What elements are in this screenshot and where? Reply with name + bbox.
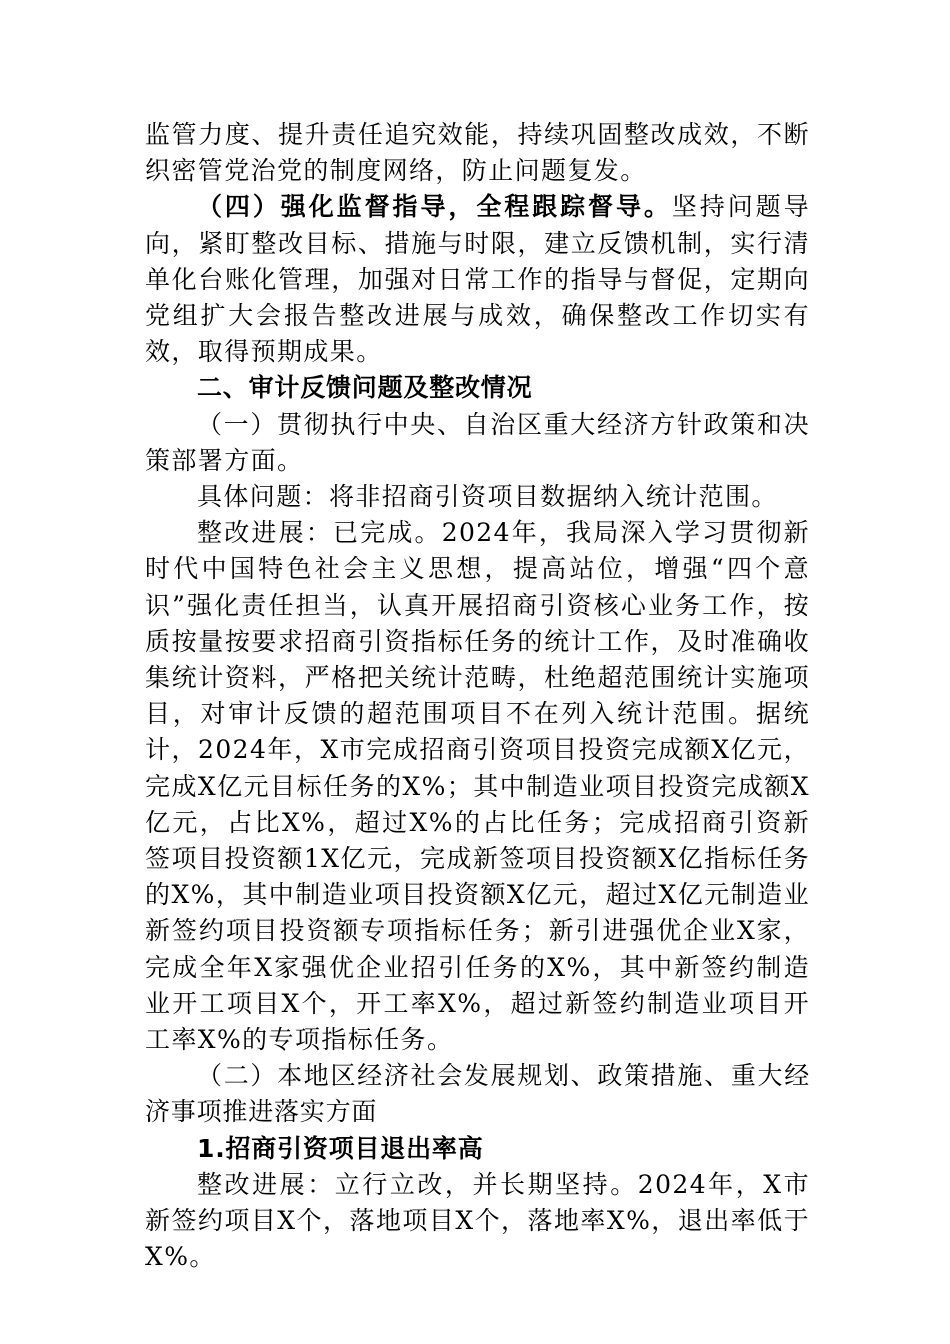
paragraph-supervision: [145, 189, 810, 370]
section-heading-audit-feedback: 二、审计反馈问题及整改情况: [197, 373, 533, 403]
subsection-heading-development: （二）本地区经济社会发展规划、政策措施、重大经济事项推进落实方面: [145, 1061, 810, 1127]
item-heading-exit-rate: 1.招商引资项目退出率高: [197, 1133, 484, 1163]
rectification-progress-2: 整改进展：立行立改，并长期坚持。2024年，X市新签约项目X个，落地项目X个，落地率X%，退出率低于X%。: [145, 1169, 810, 1272]
specific-issue: 具体问题：将非招商引资项目数据纳入统计范围。: [197, 482, 778, 512]
rectification-progress-1: 整改进展：已完成。2024年，我局深入学习贯彻新时代中国特色社会主义思想，提高站位，增强“四个意识”强化责任担当，认真开展招商引资核心业务工作，按质按量按要求招商引资指标任务的统计工作，及时准确收集统计资料，严格把关统计范畴，杜绝超范围统计实施项目，对审计反馈的超范围项目不在列入统计范围。据统计，2024年，X市完成招商引资项目投资完成额X亿元，完成X亿元目标任务的X%；其中制造业项目投资完成额X亿元，占比X%，超过X%的占比任务；完成招商引资新签项目投资额1X亿元，完成新签项目投资额X亿指标任务的X%，其中制造业项目投资额X亿元，超过X亿元制造业新签约项目投资额专项指标任务；新引进强优企业X家，完成全年X家强优企业招引任务的X%，其中新签约制造业开工项目X个，开工率X%，超过新签约制造业项目开工率X%的专项指标任务。: [145, 518, 810, 1055]
paragraph-continuation: 监管力度、提升责任追究效能，持续巩固整改成效，不断织密管党治党的制度网络，防止问题复发。: [145, 120, 810, 186]
paragraph-body: 坚持问题导向，紧盯整改目标、措施与时限，建立反馈机制，实行清单化台账化管理，加强对日常工作的指导与督促，定期向党组扩大会报告整改进展与成效，确保整改工作切实有效，取得预期成果。: [145, 192, 810, 367]
document-page: [145, 117, 810, 1276]
paragraph-lead-heading: （四）强化监督指导，全程跟踪督导。: [197, 192, 672, 222]
subsection-heading-policy: （一）贯彻执行中央、自治区重大经济方针政策和决策部署方面。: [145, 409, 810, 475]
